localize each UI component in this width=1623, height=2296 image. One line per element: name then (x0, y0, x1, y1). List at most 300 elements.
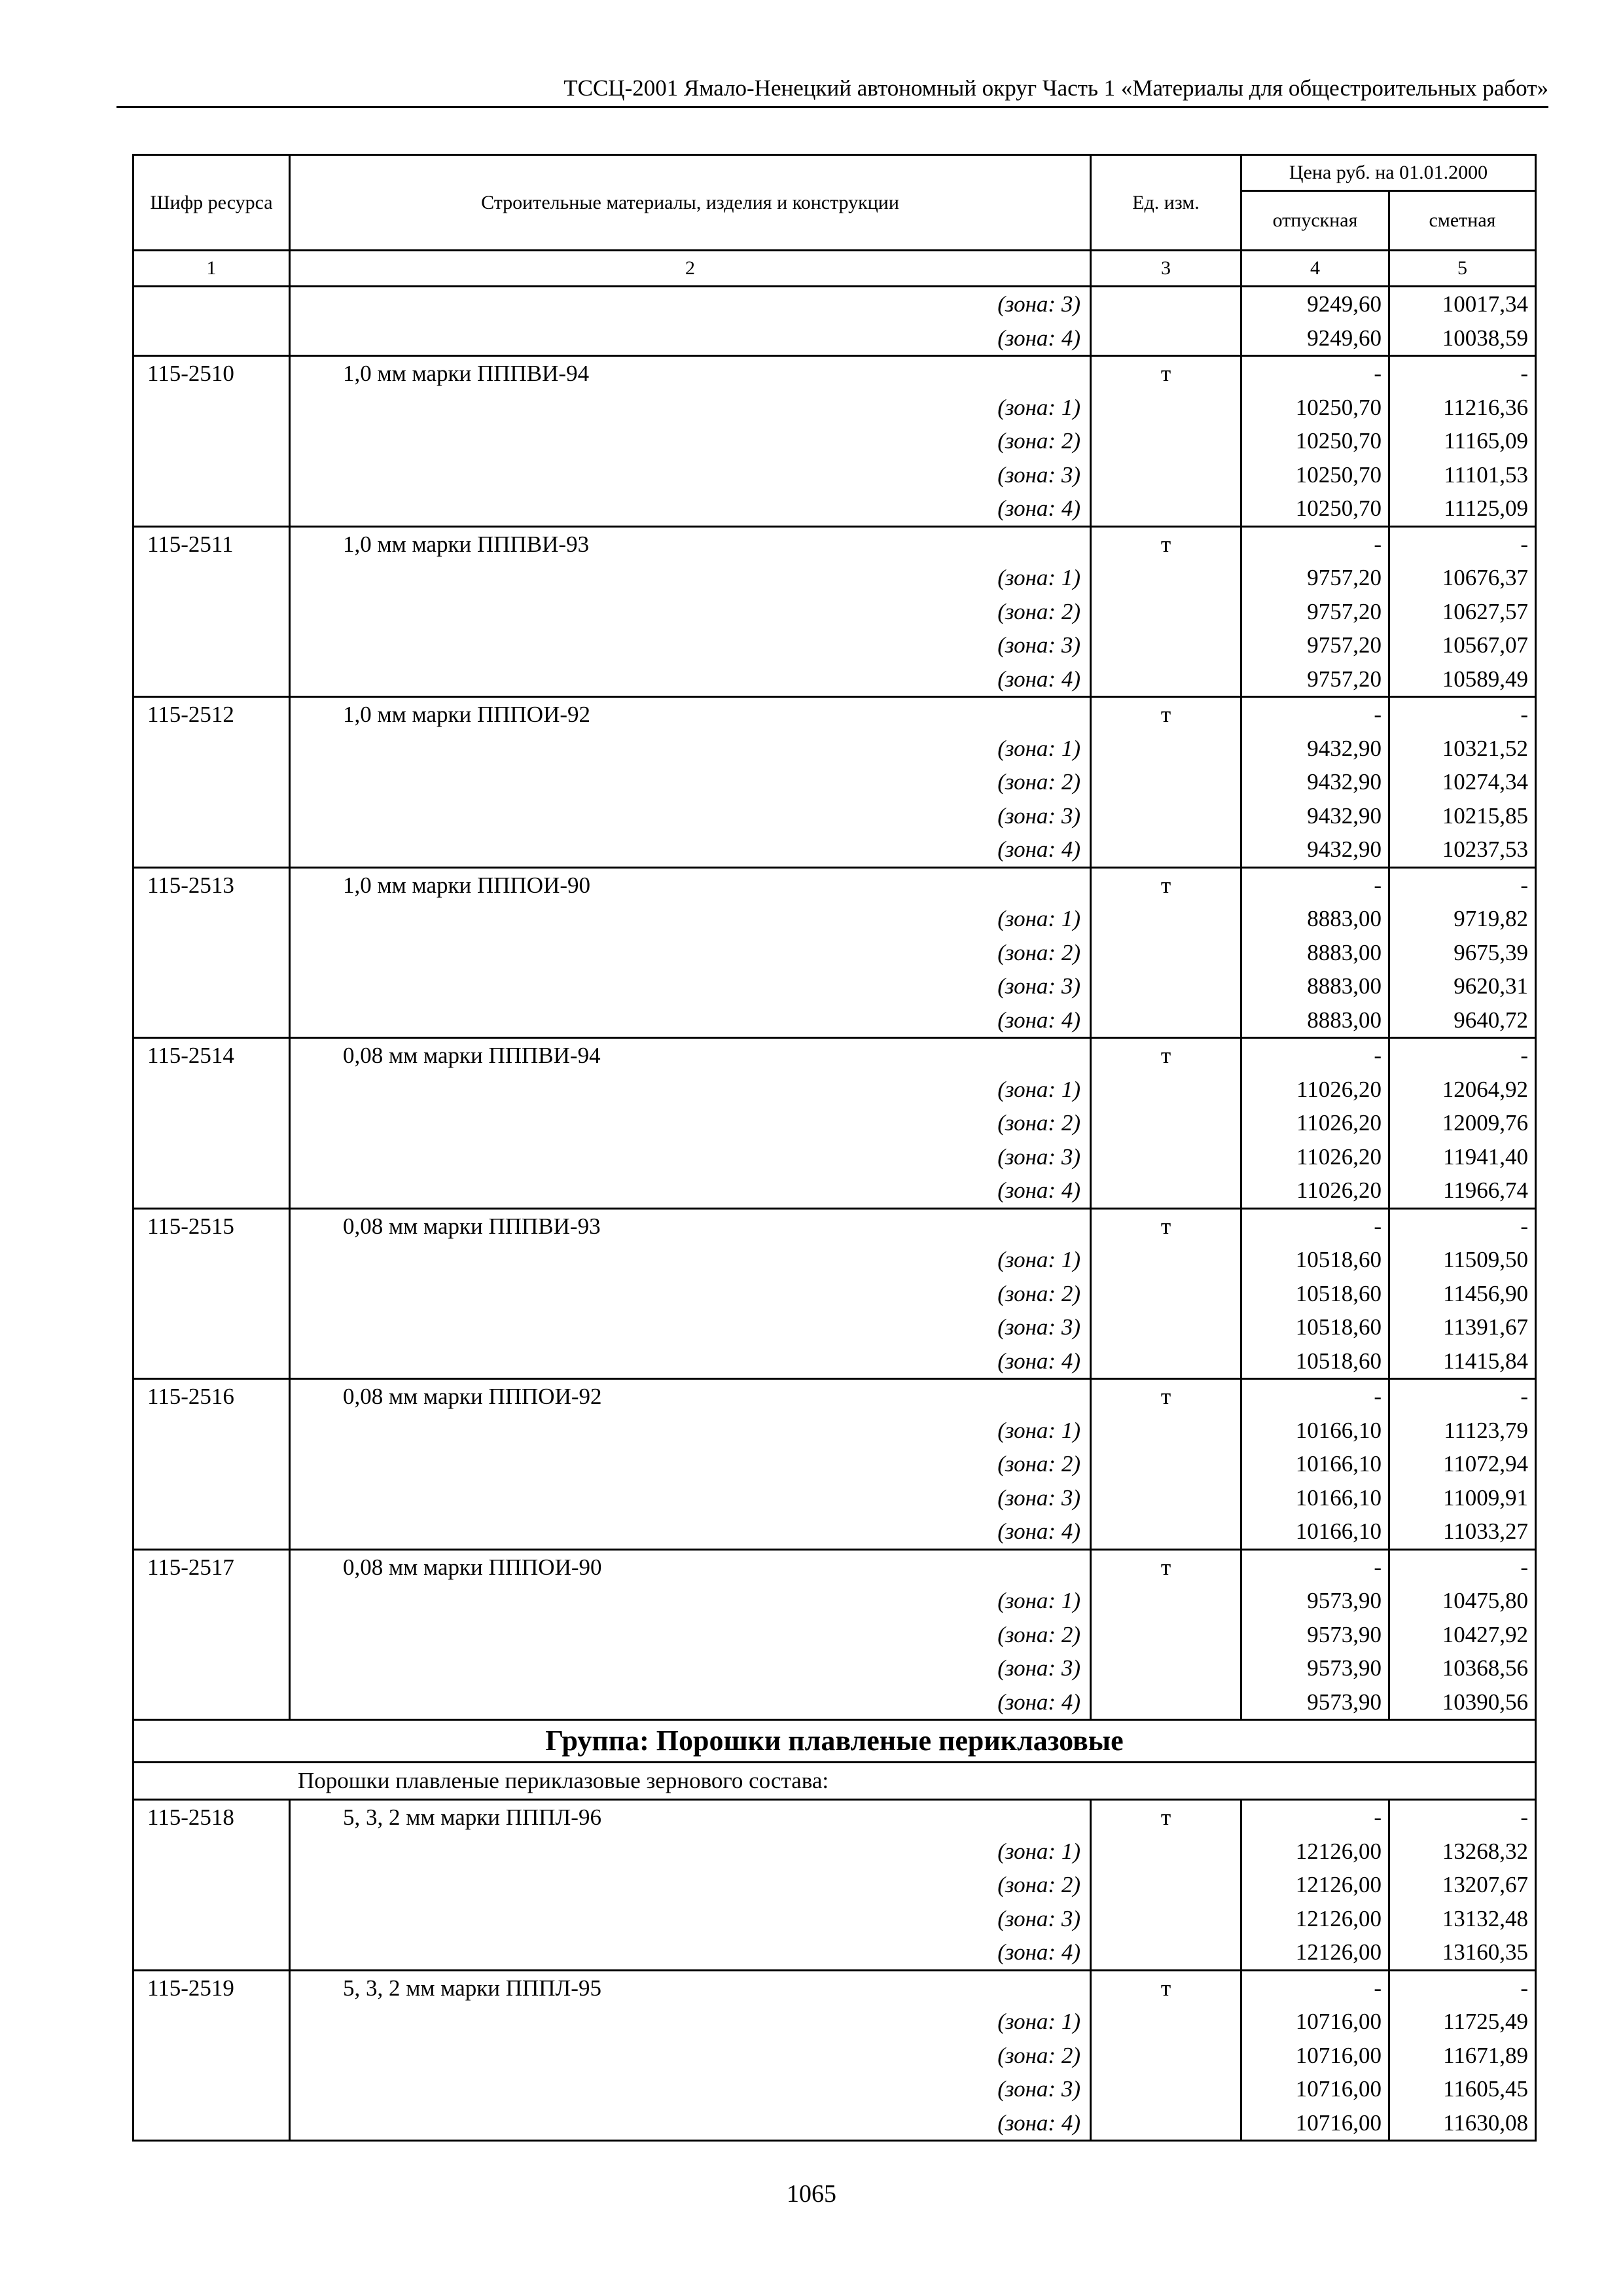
release-price: 8883,00 (1241, 936, 1389, 970)
zone-label: (зона: 4) (290, 492, 1091, 526)
release-price: 11026,20 (1241, 1174, 1389, 1208)
estimate-price: 11941,40 (1389, 1140, 1536, 1174)
estimate-price: 10237,53 (1389, 833, 1536, 867)
code-cell (134, 1481, 290, 1515)
unit-cell (1091, 1414, 1241, 1448)
col-header-estimate: сметная (1389, 191, 1536, 251)
release-price: 9757,20 (1241, 662, 1389, 697)
code-cell (134, 1447, 290, 1481)
release-price: - (1241, 356, 1389, 391)
code-cell (134, 1685, 290, 1720)
estimate-price: - (1389, 697, 1536, 732)
release-price: 8883,00 (1241, 1003, 1389, 1038)
unit-cell: т (1091, 526, 1241, 561)
estimate-price: 10589,49 (1389, 662, 1536, 697)
material-name: 0,08 мм марки ПППОИ-90 (290, 1549, 1091, 1584)
zone-label: (зона: 3) (290, 1651, 1091, 1685)
table-row (134, 1447, 1536, 1481)
zone-label: (зона: 4) (290, 1003, 1091, 1038)
table-row (134, 356, 1536, 391)
resource-code: 115-2510 (134, 356, 290, 391)
code-cell (134, 287, 290, 321)
zone-label: (зона: 4) (290, 1174, 1091, 1208)
release-price: 10166,10 (1241, 1515, 1389, 1549)
estimate-price: 11391,67 (1389, 1310, 1536, 1344)
code-cell (134, 321, 290, 356)
release-price: 9249,60 (1241, 287, 1389, 321)
unit-cell (1091, 1243, 1241, 1277)
estimate-price: 10676,37 (1389, 561, 1536, 595)
release-price: 8883,00 (1241, 969, 1389, 1003)
estimate-price: 12064,92 (1389, 1073, 1536, 1107)
table-row (134, 1414, 1536, 1448)
code-cell (134, 2106, 290, 2141)
resource-code: 115-2518 (134, 1800, 290, 1835)
material-name: 1,0 мм марки ПППОИ-90 (290, 867, 1091, 902)
estimate-price: 10475,80 (1389, 1584, 1536, 1618)
code-cell (134, 1584, 290, 1618)
table-row (134, 765, 1536, 799)
unit-cell (1091, 1584, 1241, 1618)
release-price: 9757,20 (1241, 595, 1389, 629)
release-price: 10518,60 (1241, 1344, 1389, 1379)
table-row (134, 1140, 1536, 1174)
material-name: 0,08 мм марки ПППВИ-93 (290, 1208, 1091, 1243)
table-body (134, 287, 1536, 2141)
zone-label: (зона: 4) (290, 2106, 1091, 2141)
code-cell (134, 1651, 290, 1685)
table-row (134, 1003, 1536, 1038)
zone-label: (зона: 1) (290, 1414, 1091, 1448)
code-cell (134, 1414, 290, 1448)
table-row (134, 1038, 1536, 1073)
zone-label: (зона: 4) (290, 1344, 1091, 1379)
release-price: - (1241, 1038, 1389, 1073)
table-row (134, 595, 1536, 629)
estimate-price: 11605,45 (1389, 2072, 1536, 2106)
estimate-price: 9640,72 (1389, 1003, 1536, 1038)
table-row (134, 799, 1536, 833)
release-price: - (1241, 526, 1389, 561)
unit-cell (1091, 1003, 1241, 1038)
zone-label: (зона: 3) (290, 1310, 1091, 1344)
zone-label: (зона: 3) (290, 287, 1091, 321)
estimate-price: 10017,34 (1389, 287, 1536, 321)
unit-cell: т (1091, 1208, 1241, 1243)
release-price: 9757,20 (1241, 561, 1389, 595)
release-price: - (1241, 1208, 1389, 1243)
code-cell (134, 1344, 290, 1379)
unit-cell (1091, 2039, 1241, 2073)
table-row (134, 526, 1536, 561)
unit-cell (1091, 1174, 1241, 1208)
release-price: 12126,00 (1241, 1835, 1389, 1869)
table-row (134, 936, 1536, 970)
zone-label: (зона: 2) (290, 424, 1091, 458)
table-row (134, 662, 1536, 697)
col-header-code: Шифр ресурса (134, 155, 290, 251)
estimate-price: 11165,09 (1389, 424, 1536, 458)
resource-code: 115-2517 (134, 1549, 290, 1584)
zone-label: (зона: 1) (290, 1584, 1091, 1618)
code-cell (134, 1174, 290, 1208)
estimate-price: 11101,53 (1389, 458, 1536, 492)
release-price: 9432,90 (1241, 732, 1389, 766)
table-row (134, 902, 1536, 936)
code-cell (134, 1140, 290, 1174)
price-table (132, 154, 1537, 2142)
zone-label: (зона: 4) (290, 662, 1091, 697)
material-name: 5, 3, 2 мм марки ПППЛ-96 (290, 1800, 1091, 1835)
release-price: 10166,10 (1241, 1414, 1389, 1448)
release-price: 9432,90 (1241, 833, 1389, 867)
unit-cell (1091, 1447, 1241, 1481)
unit-cell (1091, 1106, 1241, 1140)
code-cell (134, 833, 290, 867)
estimate-price: - (1389, 1208, 1536, 1243)
unit-cell (1091, 492, 1241, 526)
unit-cell (1091, 1481, 1241, 1515)
table-row (134, 424, 1536, 458)
unit-cell (1091, 799, 1241, 833)
unit-cell (1091, 662, 1241, 697)
table-row (134, 492, 1536, 526)
release-price: 10518,60 (1241, 1277, 1389, 1311)
release-price: - (1241, 1549, 1389, 1584)
resource-code: 115-2513 (134, 867, 290, 902)
code-cell (134, 732, 290, 766)
release-price: 12126,00 (1241, 1935, 1389, 1970)
table-row (134, 458, 1536, 492)
estimate-price: 10627,57 (1389, 595, 1536, 629)
zone-label: (зона: 2) (290, 765, 1091, 799)
estimate-price: 10038,59 (1389, 321, 1536, 356)
estimate-price: - (1389, 1800, 1536, 1835)
unit-cell (1091, 1835, 1241, 1869)
estimate-price: 11456,90 (1389, 1277, 1536, 1311)
table-row (134, 697, 1536, 732)
unit-cell (1091, 391, 1241, 425)
unit-cell (1091, 628, 1241, 662)
zone-label: (зона: 1) (290, 902, 1091, 936)
unit-cell (1091, 1651, 1241, 1685)
release-price: 10716,00 (1241, 2005, 1389, 2039)
estimate-price: 10368,56 (1389, 1651, 1536, 1685)
unit-cell: т (1091, 1970, 1241, 2005)
table-row (134, 1902, 1536, 1936)
release-price: 9432,90 (1241, 765, 1389, 799)
table-row (134, 1310, 1536, 1344)
estimate-price: 11125,09 (1389, 492, 1536, 526)
table-row (134, 1277, 1536, 1311)
unit-cell: т (1091, 356, 1241, 391)
code-cell (134, 765, 290, 799)
release-price: 9573,90 (1241, 1651, 1389, 1685)
release-price: - (1241, 867, 1389, 902)
table-row (134, 833, 1536, 867)
estimate-price: 10321,52 (1389, 732, 1536, 766)
code-cell (134, 628, 290, 662)
code-cell (134, 561, 290, 595)
code-cell (134, 1515, 290, 1549)
resource-code: 115-2514 (134, 1038, 290, 1073)
release-price: 11026,20 (1241, 1073, 1389, 1107)
zone-label: (зона: 2) (290, 2039, 1091, 2073)
unit-cell (1091, 287, 1241, 321)
zone-label: (зона: 1) (290, 1835, 1091, 1869)
release-price: 8883,00 (1241, 902, 1389, 936)
unit-cell (1091, 1685, 1241, 1720)
unit-cell (1091, 1515, 1241, 1549)
table-row (134, 1379, 1536, 1414)
code-cell (134, 936, 290, 970)
unit-cell: т (1091, 1800, 1241, 1835)
code-cell (134, 1868, 290, 1902)
release-price: 10518,60 (1241, 1243, 1389, 1277)
table-row (134, 391, 1536, 425)
zone-label: (зона: 3) (290, 1481, 1091, 1515)
col-number-1: 1 (134, 251, 290, 287)
zone-label: (зона: 3) (290, 2072, 1091, 2106)
estimate-price: 11509,50 (1389, 1243, 1536, 1277)
estimate-price: 10215,85 (1389, 799, 1536, 833)
code-cell (134, 2072, 290, 2106)
zone-label: (зона: 4) (290, 1685, 1091, 1720)
unit-cell (1091, 458, 1241, 492)
code-cell (134, 458, 290, 492)
table-row (134, 1618, 1536, 1652)
release-price: 10716,00 (1241, 2072, 1389, 2106)
table-row (134, 1549, 1536, 1584)
release-price: 10250,70 (1241, 458, 1389, 492)
code-cell (134, 2039, 290, 2073)
zone-label: (зона: 4) (290, 1935, 1091, 1970)
table-row (134, 287, 1536, 321)
table-row (134, 1515, 1536, 1549)
code-cell (134, 1073, 290, 1107)
material-name: 1,0 мм марки ПППВИ-93 (290, 526, 1091, 561)
release-price: 9249,60 (1241, 321, 1389, 356)
running-header: ТССЦ-2001 Ямало-Ненецкий автономный округ Часть 1 «Материалы для общестроительных работ» (116, 73, 1548, 108)
unit-cell (1091, 969, 1241, 1003)
col-number-5: 5 (1389, 251, 1536, 287)
release-price: - (1241, 697, 1389, 732)
unit-cell (1091, 936, 1241, 970)
release-price: - (1241, 1970, 1389, 2005)
code-cell (134, 492, 290, 526)
unit-cell: т (1091, 1549, 1241, 1584)
table-row (134, 969, 1536, 1003)
estimate-price: 13207,67 (1389, 1868, 1536, 1902)
zone-label: (зона: 2) (290, 936, 1091, 970)
unit-cell (1091, 1902, 1241, 1936)
zone-label: (зона: 3) (290, 799, 1091, 833)
code-cell (134, 1902, 290, 1936)
group-subtitle: Порошки плавленые периклазовые зернового состава: (134, 1763, 1536, 1800)
code-cell (134, 662, 290, 697)
unit-cell (1091, 833, 1241, 867)
estimate-price: 13132,48 (1389, 1902, 1536, 1936)
table-row (134, 1481, 1536, 1515)
table-row (134, 1208, 1536, 1243)
unit-cell: т (1091, 697, 1241, 732)
code-cell (134, 1835, 290, 1869)
table-row (134, 1174, 1536, 1208)
estimate-price: 11033,27 (1389, 1515, 1536, 1549)
table-row (134, 628, 1536, 662)
unit-cell (1091, 595, 1241, 629)
material-name: 5, 3, 2 мм марки ПППЛ-95 (290, 1970, 1091, 2005)
estimate-price: 13268,32 (1389, 1835, 1536, 1869)
unit-cell (1091, 321, 1241, 356)
resource-code: 115-2511 (134, 526, 290, 561)
release-price: 10518,60 (1241, 1310, 1389, 1344)
code-cell (134, 1003, 290, 1038)
col-number-4: 4 (1241, 251, 1389, 287)
release-price: 12126,00 (1241, 1902, 1389, 1936)
resource-code: 115-2519 (134, 1970, 290, 2005)
code-cell (134, 1106, 290, 1140)
release-price: 10250,70 (1241, 391, 1389, 425)
release-price: 10716,00 (1241, 2039, 1389, 2073)
release-price: 9573,90 (1241, 1618, 1389, 1652)
table-row (134, 1970, 1536, 2005)
code-cell (134, 424, 290, 458)
col-header-price: Цена руб. на 01.01.2000 (1241, 155, 1536, 191)
col-header-name: Строительные материалы, изделия и конструкции (290, 155, 1091, 251)
unit-cell: т (1091, 1379, 1241, 1414)
code-cell (134, 2005, 290, 2039)
release-price: 9757,20 (1241, 628, 1389, 662)
table-row (134, 2106, 1536, 2141)
table-row (134, 1935, 1536, 1970)
zone-label: (зона: 4) (290, 833, 1091, 867)
estimate-price: 9719,82 (1389, 902, 1536, 936)
unit-cell (1091, 2005, 1241, 2039)
table-row (134, 1073, 1536, 1107)
unit-cell (1091, 902, 1241, 936)
zone-label: (зона: 1) (290, 561, 1091, 595)
code-cell (134, 1277, 290, 1311)
col-header-unit: Ед. изм. (1091, 155, 1241, 251)
table-row (134, 1584, 1536, 1618)
zone-label: (зона: 2) (290, 1618, 1091, 1652)
zone-label: (зона: 3) (290, 1140, 1091, 1174)
zone-label: (зона: 2) (290, 1277, 1091, 1311)
table-row (134, 1685, 1536, 1720)
estimate-price: - (1389, 1379, 1536, 1414)
unit-cell: т (1091, 867, 1241, 902)
unit-cell (1091, 1618, 1241, 1652)
zone-label: (зона: 1) (290, 2005, 1091, 2039)
release-price: - (1241, 1379, 1389, 1414)
table-row (134, 561, 1536, 595)
col-header-release: отпускная (1241, 191, 1389, 251)
estimate-price: 11966,74 (1389, 1174, 1536, 1208)
code-cell (134, 1935, 290, 1970)
estimate-price: 11216,36 (1389, 391, 1536, 425)
estimate-price: - (1389, 356, 1536, 391)
estimate-price: 11072,94 (1389, 1447, 1536, 1481)
code-cell (134, 1310, 290, 1344)
release-price: 9432,90 (1241, 799, 1389, 833)
estimate-price: - (1389, 526, 1536, 561)
zone-label: (зона: 1) (290, 1073, 1091, 1107)
resource-code: 115-2516 (134, 1379, 290, 1414)
table-row (134, 732, 1536, 766)
code-cell (134, 799, 290, 833)
resource-code: 115-2512 (134, 697, 290, 732)
page-number: 1065 (787, 2180, 836, 2208)
table-row (134, 2005, 1536, 2039)
zone-label: (зона: 4) (290, 1515, 1091, 1549)
table-row (134, 1868, 1536, 1902)
col-number-3: 3 (1091, 251, 1241, 287)
col-number-2: 2 (290, 251, 1091, 287)
unit-cell (1091, 1073, 1241, 1107)
table-row (134, 1344, 1536, 1379)
code-cell (134, 1618, 290, 1652)
estimate-price: 10274,34 (1389, 765, 1536, 799)
material-name: 1,0 мм марки ПППВИ-94 (290, 356, 1091, 391)
code-cell (134, 1243, 290, 1277)
release-price: 12126,00 (1241, 1868, 1389, 1902)
release-price: 11026,20 (1241, 1140, 1389, 1174)
unit-cell (1091, 2106, 1241, 2141)
table-row (134, 2039, 1536, 2073)
estimate-price: 10567,07 (1389, 628, 1536, 662)
unit-cell (1091, 1344, 1241, 1379)
release-price: 9573,90 (1241, 1584, 1389, 1618)
resource-code: 115-2515 (134, 1208, 290, 1243)
estimate-price: - (1389, 1970, 1536, 2005)
unit-cell (1091, 1935, 1241, 1970)
unit-cell (1091, 1868, 1241, 1902)
estimate-price: 11630,08 (1389, 2106, 1536, 2141)
material-name: 0,08 мм марки ПППВИ-94 (290, 1038, 1091, 1073)
unit-cell (1091, 424, 1241, 458)
table-row (134, 1243, 1536, 1277)
zone-label: (зона: 4) (290, 321, 1091, 356)
estimate-price: 11415,84 (1389, 1344, 1536, 1379)
table-row (134, 321, 1536, 356)
release-price: 10166,10 (1241, 1447, 1389, 1481)
unit-cell (1091, 2072, 1241, 2106)
material-name: 0,08 мм марки ПППОИ-92 (290, 1379, 1091, 1414)
zone-label: (зона: 3) (290, 458, 1091, 492)
estimate-price: - (1389, 1038, 1536, 1073)
zone-label: (зона: 1) (290, 1243, 1091, 1277)
unit-cell (1091, 1140, 1241, 1174)
estimate-price: 11725,49 (1389, 2005, 1536, 2039)
table-row (134, 2072, 1536, 2106)
zone-label: (зона: 3) (290, 628, 1091, 662)
code-cell (134, 595, 290, 629)
code-cell (134, 969, 290, 1003)
table-row (134, 867, 1536, 902)
estimate-price: 11123,79 (1389, 1414, 1536, 1448)
estimate-price: 12009,76 (1389, 1106, 1536, 1140)
release-price: - (1241, 1800, 1389, 1835)
unit-cell: т (1091, 1038, 1241, 1073)
release-price: 10250,70 (1241, 424, 1389, 458)
release-price: 10716,00 (1241, 2106, 1389, 2141)
unit-cell (1091, 765, 1241, 799)
code-cell (134, 391, 290, 425)
release-price: 10250,70 (1241, 492, 1389, 526)
zone-label: (зона: 2) (290, 1106, 1091, 1140)
unit-cell (1091, 732, 1241, 766)
